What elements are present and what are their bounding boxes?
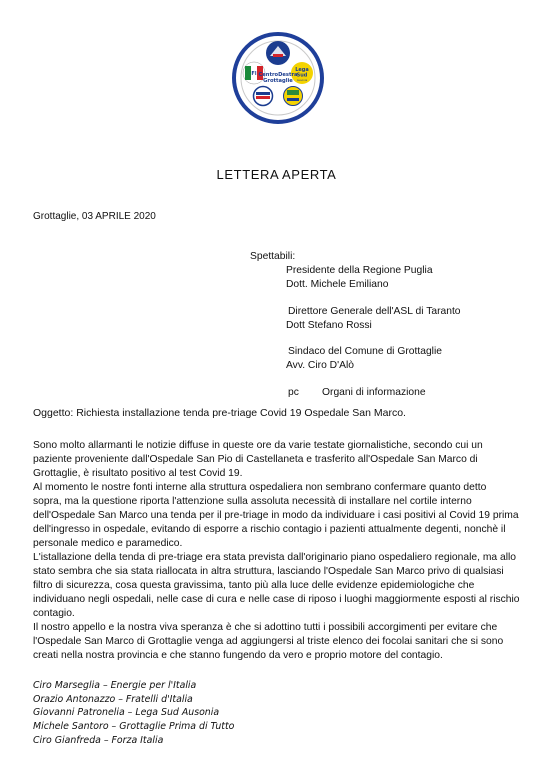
body-line: paziente proveniente dall'Ospedale San Pio di Castellaneta e trasferito all'Ospedale San Marco di bbox=[33, 454, 478, 465]
pc-recipient: Organi di informazione bbox=[322, 387, 426, 398]
body-line: Il nostro appello e la nostra viva speranza è che si adottino tutti i possibili accorgimenti per evitare che bbox=[33, 622, 498, 633]
body-line: filtro di sicurezza, cosa questa gravissima, tanto più alla luce delle evidenze epidemiologiche che bbox=[33, 580, 475, 591]
recipients-label: Spettabili: bbox=[250, 251, 296, 262]
recipient-line: Dott Stefano Rossi bbox=[286, 320, 372, 331]
recipient-line: Presidente della Regione Puglia bbox=[286, 265, 433, 276]
signers-list bbox=[33, 679, 234, 748]
body-line: dell'ingresso in ospedale, evitando di esporre a rischio contagio i pazienti attualmente degenti, nonchè il bbox=[33, 524, 506, 535]
logo-center-text-1: CentroDestra bbox=[258, 72, 298, 78]
body-line: contagio. bbox=[33, 608, 75, 619]
body-line: personale medico e paramedico. bbox=[33, 538, 183, 549]
signer: Ciro Marseglia – Energie per l'Italia bbox=[33, 680, 197, 691]
signer: Orazio Antonazzo – Fratelli d'Italia bbox=[33, 693, 193, 705]
body-line: dell'Ospedale San Marco una tenda per il pre-triage in modo da individuare i casi positivi al Covid 19 prima bbox=[33, 510, 519, 521]
signer: Giovanni Patronelia – Lega Sud Ausonia bbox=[33, 707, 220, 719]
body-line: individuano negli ospedali, nelle case di cura e nelle case di riposo i luoghi maggiormente esposti al rischio bbox=[33, 594, 520, 605]
body-line: creati nella nostra provincia e che stanno fungendo da vero e proprio motore del contagio. bbox=[33, 650, 443, 661]
logo-center-text-2: Grottaglie bbox=[263, 78, 293, 84]
recipient-line: Direttore Generale dell'ASL di Taranto bbox=[288, 306, 461, 317]
letter-body bbox=[33, 439, 520, 663]
svg-text:Ausonia: Ausonia bbox=[296, 79, 308, 82]
recipient-line: Dott. Michele Emiliano bbox=[286, 279, 389, 290]
letter-date: Grottaglie, 03 APRILE 2020 bbox=[33, 211, 156, 222]
pc-label: pc bbox=[288, 387, 299, 398]
letter-title: LETTERA APERTA bbox=[216, 167, 337, 182]
coalition-logo bbox=[232, 32, 324, 124]
svg-text:Fl: Fl bbox=[251, 71, 257, 77]
letter-subject: Oggetto: Richiesta installazione tenda pre-triage Covid 19 Ospedale San Marco. bbox=[33, 407, 406, 419]
svg-text:Sud: Sud bbox=[296, 72, 308, 79]
body-line: sopra, ma la questione riporta l'attenzione sulla assoluta necessità di installare nel cortile interno bbox=[33, 496, 472, 507]
signer: Ciro Gianfreda – Forza Italia bbox=[33, 734, 164, 746]
body-line: Al momento le nostre fonti interne alla struttura ospedaliera non sembrano confermare quanto detto bbox=[33, 482, 487, 493]
body-line: l'Ospedale San Marco di Grottaglie venga ad aggiungersi al triste elenco dei focolai sanitari che si sono bbox=[33, 636, 504, 647]
body-line: Sono molto allarmanti le notizie diffuse in queste ore da varie testate giornalistiche, secondo cui un bbox=[33, 440, 483, 451]
signer: Michele Santoro – Grottaglie Prima di Tutto bbox=[33, 721, 235, 733]
recipient-line: Sindaco del Comune di Grottaglie bbox=[288, 346, 442, 357]
body-line: L'istallazione della tenda di pre-triage era stata prevista dall'originario piano ospedaliero regionale, ma allo bbox=[33, 552, 517, 563]
recipient-line: Avv. Ciro D'Alò bbox=[286, 360, 354, 371]
body-line: stato sembra che sia stata riallocata in altra struttura, lasciando l'Ospedale San Marco privo di qualsiasi bbox=[33, 566, 504, 577]
body-line: Grottaglie, è risultato positivo al test Covid 19. bbox=[33, 468, 243, 479]
svg-text:Lega: Lega bbox=[295, 67, 309, 73]
coalition-logo-graphic bbox=[232, 32, 324, 124]
